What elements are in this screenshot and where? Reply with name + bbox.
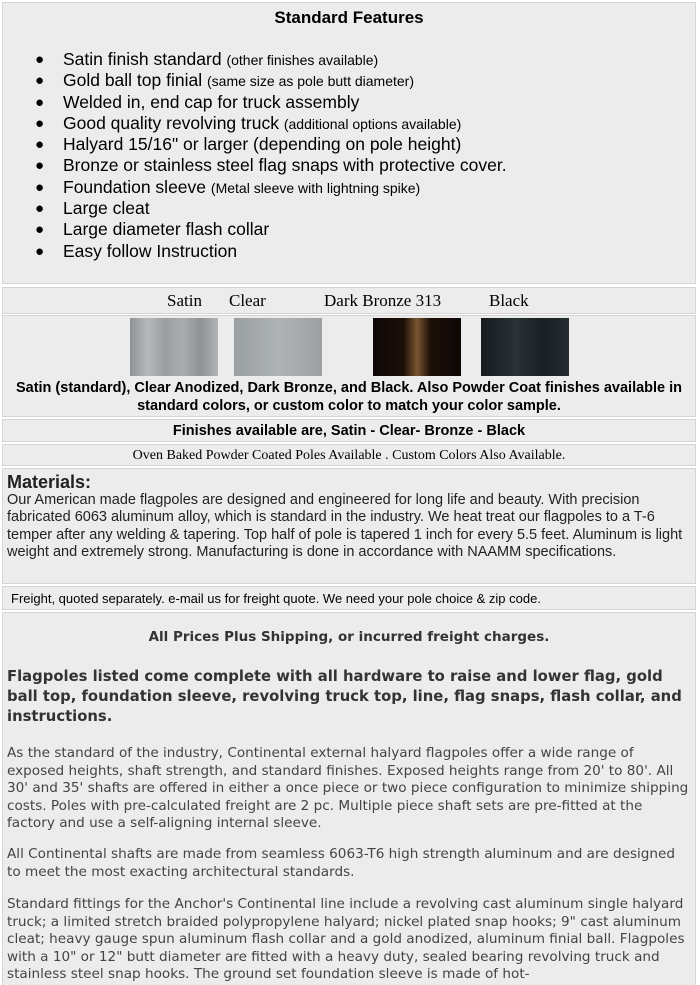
bullet-icon: ● <box>35 221 45 239</box>
bullet-icon: ● <box>35 178 45 196</box>
standard-features-panel <box>2 2 696 284</box>
description-paragraph: All Continental shafts are made from seamless 6063-T6 high strength aluminum and are designed to meet the most exacting architectural standards. <box>7 846 676 880</box>
list-item: ● Foundation sleeve (Metal sleeve with lightning spike) <box>35 176 421 197</box>
list-item: ● Large diameter flash collar <box>35 219 270 240</box>
powder-coat-text: Oven Baked Powder Coated Poles Available . Custom Colors Also Available. <box>2 444 696 466</box>
freight-note: Freight, quoted separately. e-mail us for freight quote. We need your pole choice & zip code. <box>2 586 696 610</box>
swatch-clear <box>234 318 322 376</box>
description-paragraph: Standard fittings for the Anchor's Continental line include a revolving cast aluminum single halyard truck; a limited stretch braided polypropylene halyard; nickel plated snap hooks; 9" cast aluminum cleat; heavy gauge spun aluminum flash collar and a gold anodized, aluminum finial ball. Flagpoles with a 10" or 12" butt diameter are fitted with a heavy duty, sealed bearing revolving truck and stainless steel snap hooks. The ground set foundation sleeve is made of hot- <box>7 896 685 982</box>
list-item: ● Satin finish standard (other finishes available) <box>35 49 379 69</box>
bullet-icon: ● <box>35 136 45 154</box>
swatch-dark-bronze <box>373 318 461 376</box>
finishes-available-text: Finishes available are, Satin - Clear- Bronze - Black <box>2 419 696 442</box>
product-description-panel <box>2 612 696 985</box>
materials-heading: Materials: <box>7 472 92 492</box>
finish-label-clear: Clear <box>229 291 266 310</box>
list-item: ● Good quality revolving truck (additional options available) <box>35 112 462 133</box>
list-item: ● Bronze or stainless steel flag snaps with protective cover. <box>35 155 507 176</box>
bullet-icon: ● <box>35 93 45 111</box>
bullet-icon: ● <box>35 51 45 68</box>
bullet-icon: ● <box>35 72 45 90</box>
bullet-icon: ● <box>35 157 45 175</box>
bullet-icon: ● <box>35 200 45 218</box>
list-item: ● Welded in, end cap for truck assembly <box>35 91 360 112</box>
swatch-black <box>481 318 569 376</box>
finish-label-satin: Satin <box>167 291 202 310</box>
bullet-icon: ● <box>35 114 45 132</box>
description-paragraph: As the standard of the industry, Continental external halyard flagpoles offer a wide range of exposed heights, shaft strength, and standard finishes. Exposed heights range from 20' to 80'. All 30' and 35' shafts are offered in either a once piece or two piece configuration to minimize shipping costs. Poles with pre-calculated freight are 2 pc. Multiple piece shaft sets are pre-fitted at the factory and use a self-aligning internal sleeve. <box>7 745 689 831</box>
finish-label-dark-bronze: Dark Bronze 313 <box>324 291 442 310</box>
features-title: Standard Features <box>274 8 424 27</box>
bullet-icon: ● <box>35 242 45 260</box>
list-item: ● Large cleat <box>35 198 150 219</box>
finish-label-black: Black <box>489 291 529 310</box>
complete-hardware-text: Flagpoles listed come complete with all hardware to raise and lower flag, gold ball top, foundation sleeve, revolving truck top, line, flag snaps, flash collar, and instructions. <box>7 668 682 725</box>
materials-panel <box>2 468 696 584</box>
swatch-satin <box>130 318 218 376</box>
swatch-caption: Satin (standard), Clear Anodized, Dark Bronze, and Black. Also Powder Coat finishes available in standard colors, or custom color to match your color sample. <box>15 380 683 414</box>
list-item: ● Easy follow Instruction <box>35 240 238 261</box>
prices-note: All Prices Plus Shipping, or incurred freight charges. <box>148 629 550 645</box>
materials-text: Our American made flagpoles are designed and engineered for long life and beauty. With precision fabricated 6063 aluminum alloy, which is standard in the industry. We heat treat our flagpoles to a T-6 temper after any welding & tapering. Top half of pole is tapered 1 inch for every 5.5 feet. Aluminum is light weight and extremely strong. Manufacturing is done in accordance with NAAMM specifications. <box>7 492 683 560</box>
finish-labels-row <box>2 287 696 314</box>
features-list <box>3 49 507 262</box>
list-item: ● Gold ball top finial (same size as pole butt diameter) <box>35 70 414 91</box>
finish-swatches-panel <box>2 315 696 417</box>
list-item: ● Halyard 15/16" or larger (depending on pole height) <box>35 134 462 155</box>
